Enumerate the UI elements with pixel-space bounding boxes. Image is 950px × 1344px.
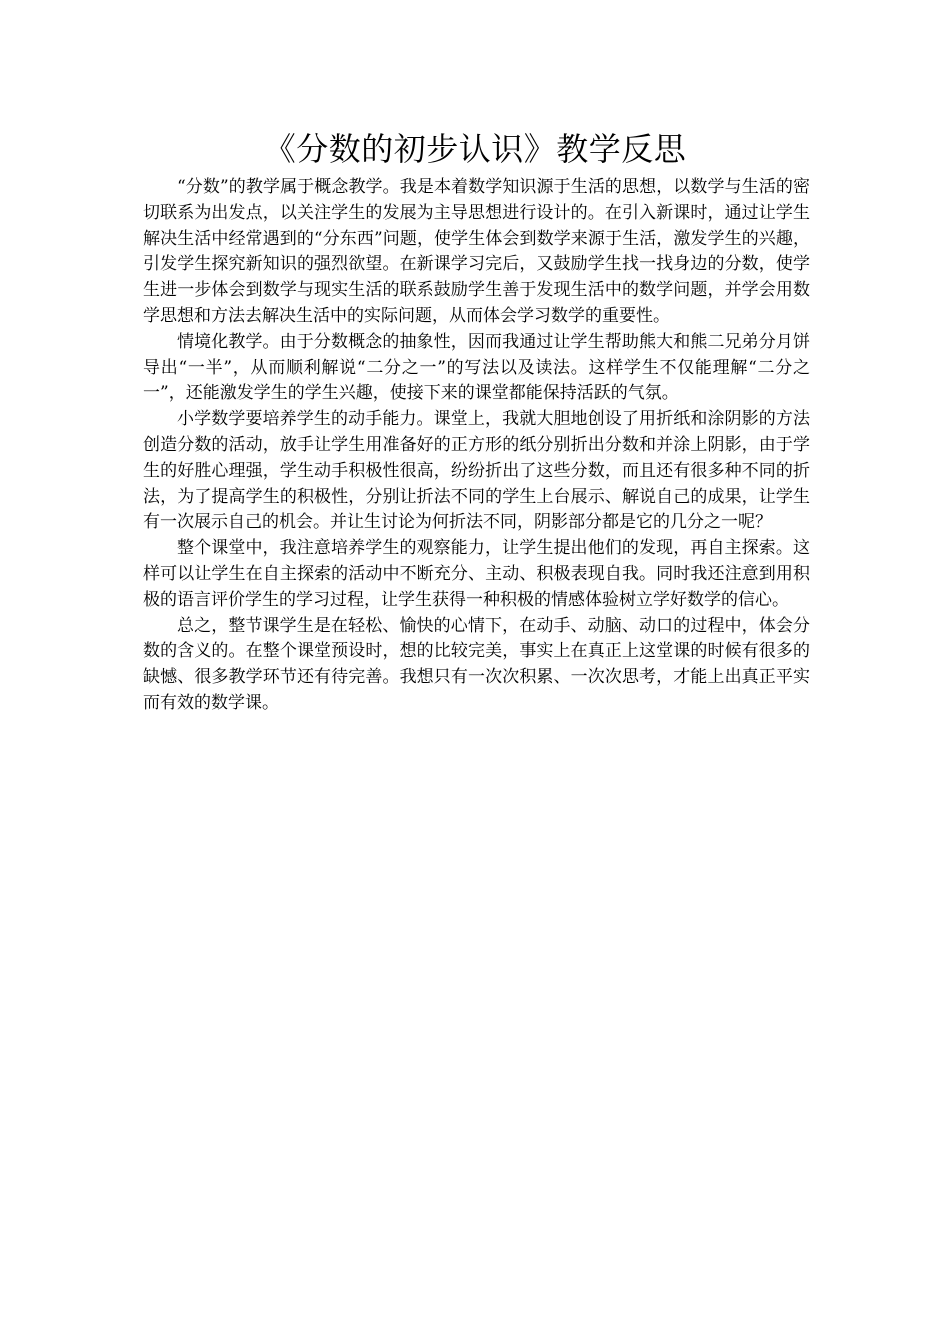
paragraph-situational-teaching: 情境化教学。由于分数概念的抽象性，因而我通过让学生帮助熊大和熊二兄弟分月饼导出“一半”，从而顺利解说“二分之一”的写法以及读法。这样学生不仅能理解“二分之一”，还能激发学生的学生兴趣，使接下来的课堂都能保持活跃的气氛。 — [143, 331, 810, 404]
paragraph-conclusion: 总之，整节课学生是在轻松、愉快的心情下，在动手、动脑、动口的过程中，体会分数的含义的。在整个课堂预设时，想的比较完美，事实上在真正上这堂课的时候有很多的缺憾、很多教学环节还有待完善。我想只有一次次积累、一次次思考，才能上出真正平实而有效的数学课。 — [143, 615, 810, 713]
paragraph-observation-ability: 整个课堂中，我注意培养学生的观察能力，让学生提出他们的发现，再自主探索。这样可以让学生在自主探索的活动中不断充分、主动、积极表现自我。同时我还注意到用积极的语言评价学生的学习过程，让学生获得一种积极的情感体验树立学好数学的信心。 — [143, 538, 810, 610]
document-body — [143, 175, 810, 717]
document-title: 《分数的初步认识》教学反思 — [263, 130, 687, 168]
paragraph-intro: “分数”的教学属于概念教学。我是本着数学知识源于生活的思想，以数学与生活的密切联系为出发点，以关注学生的发展为主导思想进行设计的。在引入新课时，通过让学生解决生活中经常遇到的“分东西”问题，使学生体会到数学来源于生活，激发学生的兴趣，引发学生探究新知识的强烈欲望。在新课学习完后，又鼓励学生找一找身边的分数，使学生进一步体会到数学与现实生活的联系鼓励学生善于发现生活中的数学问题，并学会用数学思想和方法去解决生活中的实际问题，从而体会学习数学的重要性。 — [143, 177, 810, 326]
paragraph-hands-on-ability: 小学数学要培养学生的动手能力。课堂上，我就大胆地创设了用折纸和涂阴影的方法创造分数的活动，放手让学生用准备好的正方形的纸分别折出分数和并涂上阴影，由于学生的好胜心理强，学生动手积极性很高，纷纷折出了这些分数，而且还有很多种不同的折法，为了提高学生的积极性，分别让折法不同的学生上台展示、解说自己的成果，让学生有一次展示自己的机会。并让生讨论为何折法不同，阴影部分都是它的几分之一呢？ — [143, 409, 810, 533]
